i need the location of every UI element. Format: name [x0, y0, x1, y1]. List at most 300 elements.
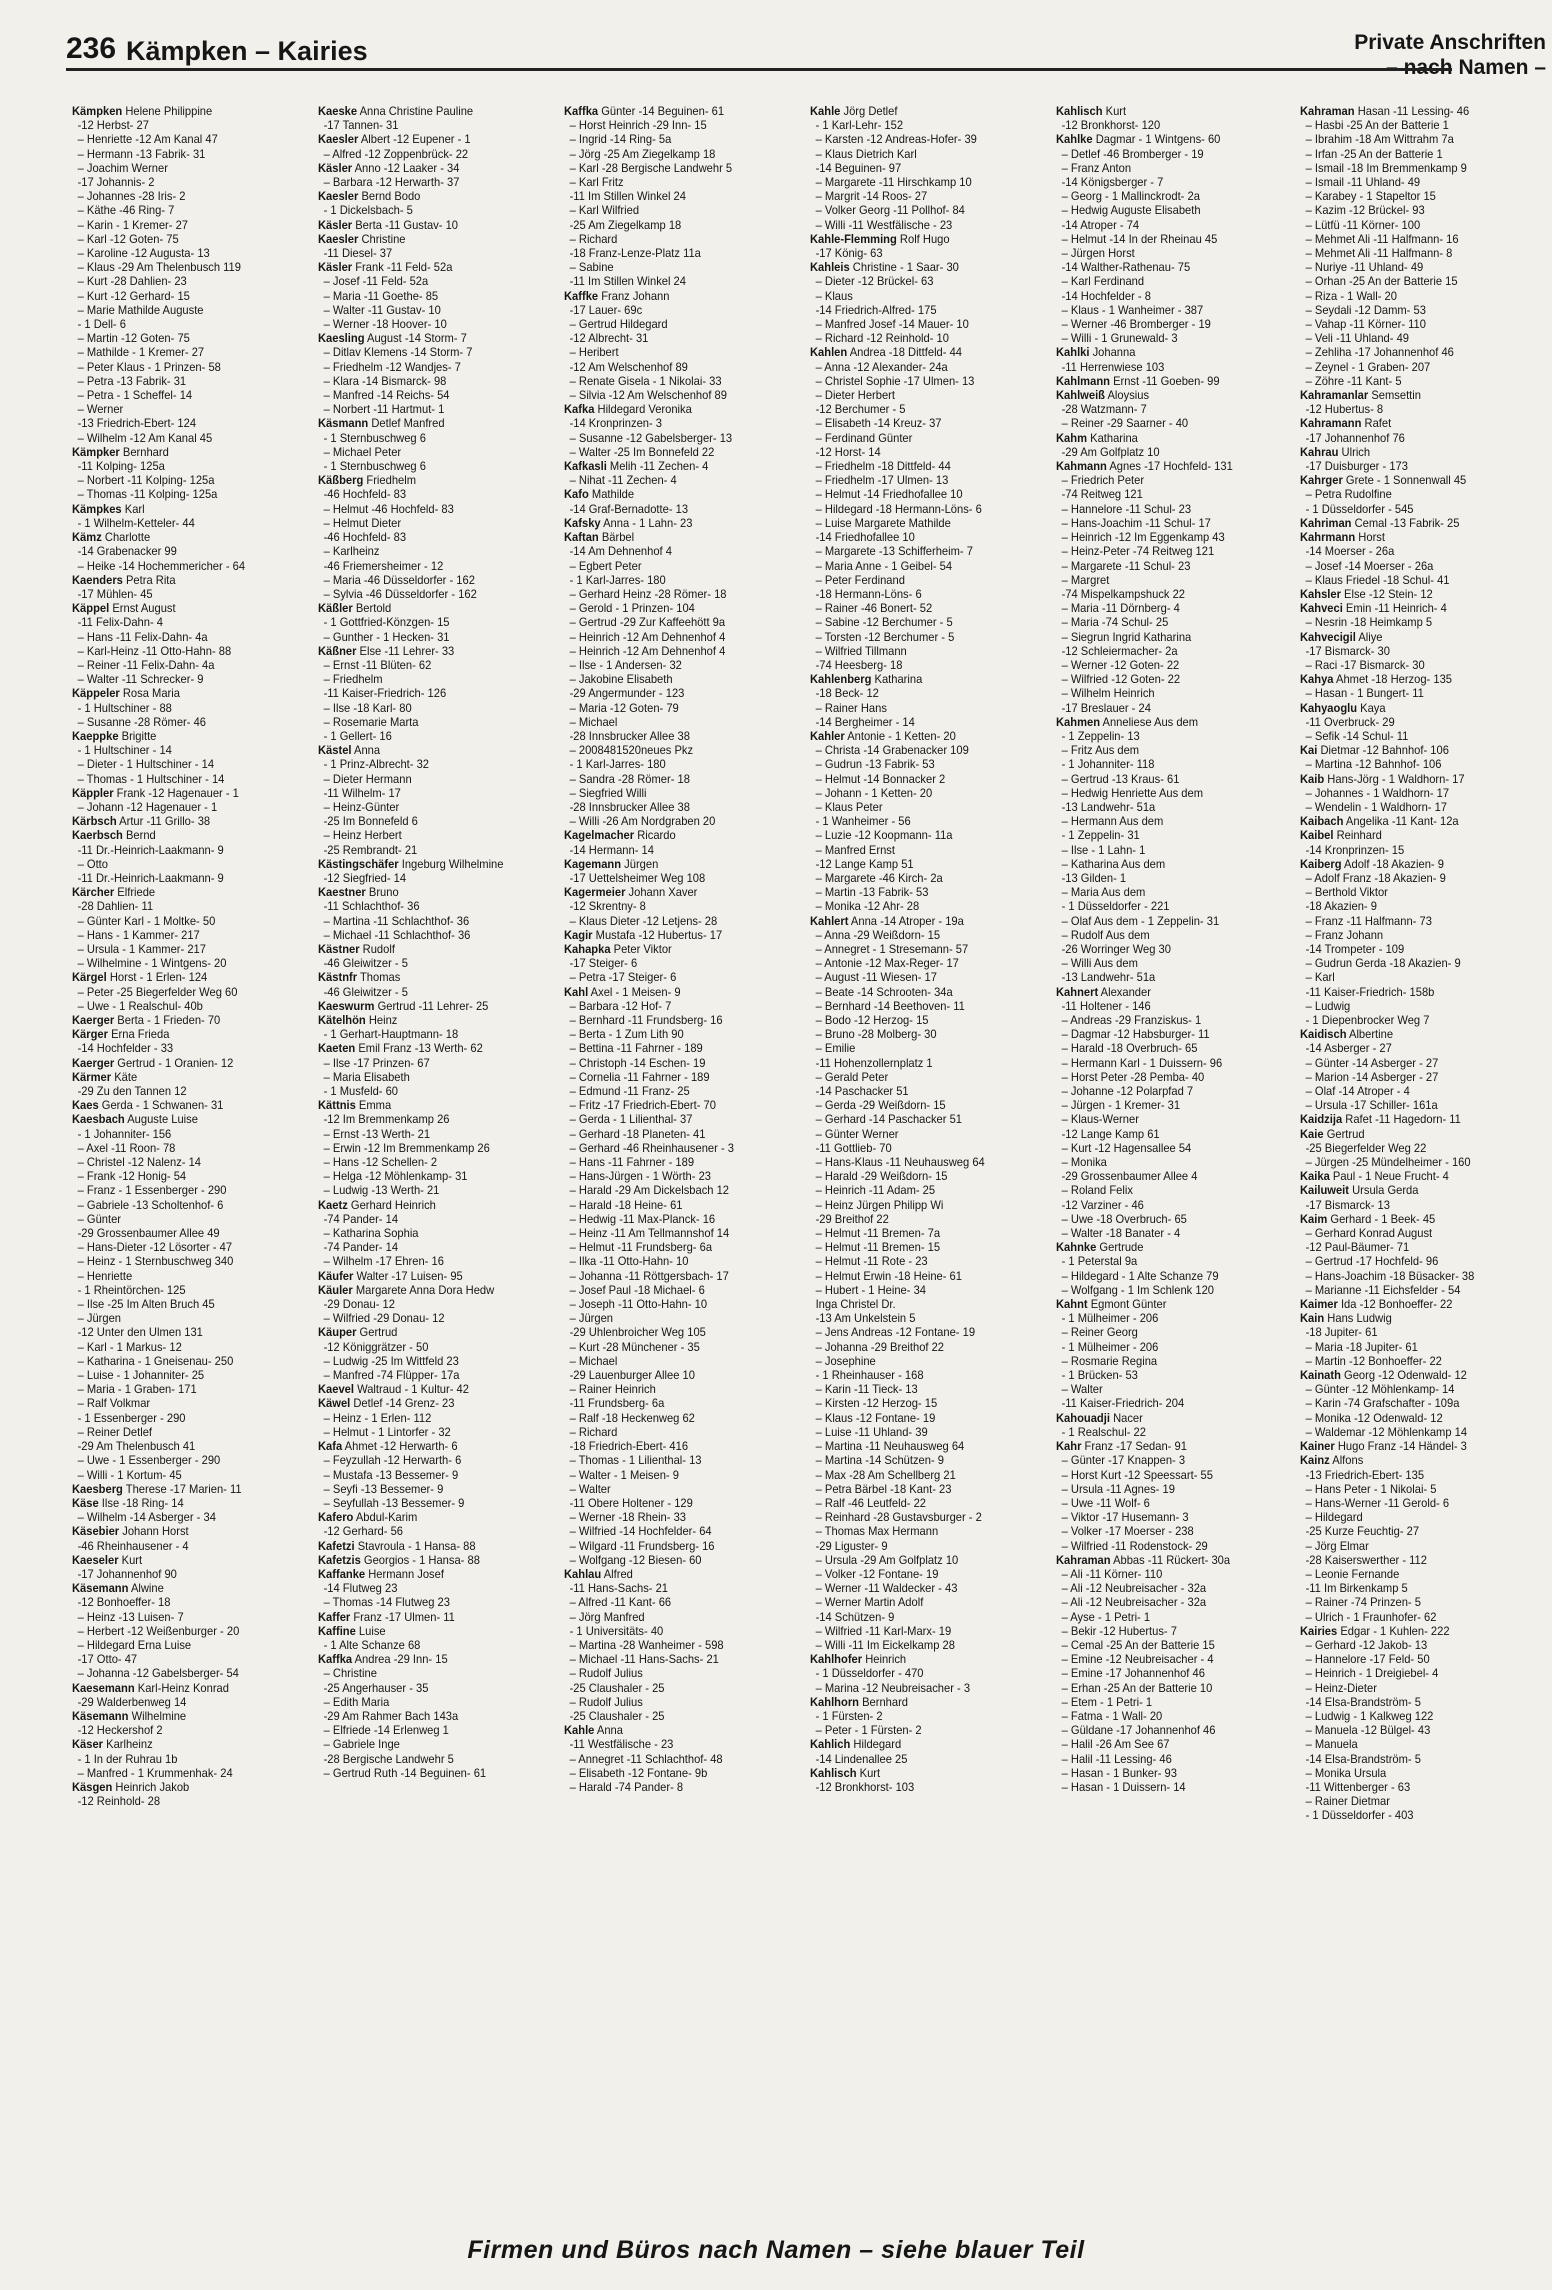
- listing-entry: [1300, 644, 1521, 658]
- entry-text: – Edith Maria: [323, 1694, 390, 1709]
- listing-entry: [72, 715, 293, 729]
- entry-text: Semsettin: [1371, 388, 1421, 403]
- listing-entry: [1300, 1325, 1521, 1339]
- entry-text: Anna: [596, 1723, 623, 1738]
- entry-text: Bernhard: [122, 444, 169, 459]
- entry-text: – Wilhelm -12 Am Kanal 45: [77, 430, 213, 445]
- listing-entry: [564, 630, 785, 644]
- listing-entry: [810, 1013, 1031, 1027]
- entry-text: -18 Hermann-Löns- 6: [815, 586, 922, 601]
- entry-text: -14 Grabenacker 99: [77, 544, 177, 559]
- listing-entry: [564, 729, 785, 743]
- entry-text: -12 Siegfried- 14: [323, 870, 407, 885]
- entry-text: -12 Horst- 14: [815, 444, 881, 459]
- entry-text: – Jürgen - 1 Kremer- 31: [1061, 1098, 1181, 1113]
- entry-text: – Wilfried -29 Donau- 12: [323, 1311, 445, 1326]
- listing-entry: [1300, 431, 1521, 445]
- listing-entry: [1056, 1297, 1277, 1311]
- listing-entry: [564, 1127, 785, 1141]
- listing-entry: [318, 1539, 539, 1553]
- entry-text: - 1 Düsseldorfer - 221: [1061, 899, 1170, 914]
- entry-text: – Fritz Aus dem: [1061, 743, 1140, 758]
- surname: Kaesler: [318, 132, 359, 147]
- listing-entry: [1056, 1723, 1277, 1737]
- listing-entry: [72, 1695, 293, 1709]
- listing-entry: [72, 516, 293, 530]
- entry-text: – Ali -12 Neubreisacher - 32a: [1061, 1595, 1207, 1610]
- entry-text: – Monika: [1061, 1155, 1107, 1170]
- listing-entry: [72, 246, 293, 260]
- entry-text: – Gerald Peter: [815, 1069, 889, 1084]
- entry-text: – Jürgen: [569, 1311, 614, 1326]
- entry-text: Thomas: [359, 970, 401, 985]
- listing-entry: [564, 885, 785, 899]
- entry-text: – Friedrich Peter: [1061, 473, 1145, 488]
- listing-entry: [810, 686, 1031, 700]
- entry-text: -12 Herbst- 27: [77, 118, 149, 133]
- entry-text: – Heinz-Günter: [323, 799, 400, 814]
- listing-entry: [72, 985, 293, 999]
- entry-text: – Ernst -11 Blüten- 62: [323, 657, 432, 672]
- listing-entry: [1300, 914, 1521, 928]
- listing-entry: [1300, 473, 1521, 487]
- listing-entry: [72, 1226, 293, 1240]
- listing-entry: [72, 1183, 293, 1197]
- surname: Kahnt: [1056, 1297, 1088, 1312]
- surname: Kaibel: [1300, 828, 1334, 843]
- listing-entry: [1056, 473, 1277, 487]
- listing-entry: [1056, 786, 1277, 800]
- listing-entry: [318, 1112, 539, 1126]
- entry-text: Gerhard - 1 Beek- 45: [1330, 1211, 1436, 1226]
- listing-entry: [1300, 1496, 1521, 1510]
- entry-text: – Gerhard Heinz -28 Römer- 18: [569, 586, 727, 601]
- listing-entry: [318, 1425, 539, 1439]
- listing-entry: [564, 1553, 785, 1567]
- listing-entry: [564, 1098, 785, 1112]
- listing-entry: [810, 1155, 1031, 1169]
- listing-entry: [318, 786, 539, 800]
- entry-text: – Jörg -25 Am Ziegelkamp 18: [569, 146, 716, 161]
- entry-text: – Thomas Max Hermann: [815, 1524, 939, 1539]
- entry-text: -12 Königgrätzer - 50: [323, 1339, 429, 1354]
- entry-text: -11 Gottlieb- 70: [815, 1140, 892, 1155]
- surname: Kaffka: [318, 1652, 353, 1667]
- entry-text: – Cemal -25 An der Batterie 15: [1061, 1637, 1215, 1652]
- entry-text: – Heinz - 1 Erlen- 112: [323, 1410, 432, 1425]
- entry-text: – Willi - 1 Grunewald- 3: [1061, 331, 1178, 346]
- surname: Kainer: [1300, 1439, 1335, 1454]
- surname: Kärmer: [72, 1069, 112, 1084]
- listing-entry: [318, 1354, 539, 1368]
- listing-entry: [1300, 218, 1521, 232]
- entry-text: -11 Felix-Dahn- 4: [77, 615, 163, 630]
- entry-text: – Gabriele -13 Scholtenhof- 6: [77, 1197, 224, 1212]
- listing-entry: [810, 1084, 1031, 1098]
- entry-text: -11 Kaiser-Friedrich- 204: [1061, 1396, 1185, 1411]
- listing-entry: [72, 374, 293, 388]
- listing-entry: [810, 715, 1031, 729]
- listing-entry: [564, 1752, 785, 1766]
- surname: Kaeseler: [72, 1552, 119, 1567]
- entry-text: Hugo Franz -14 Händel- 3: [1337, 1439, 1467, 1454]
- listing-entry: [810, 331, 1031, 345]
- surname: Kahraman: [1300, 104, 1355, 118]
- entry-text: – Jens Andreas -12 Fontane- 19: [815, 1325, 976, 1340]
- listing-column-3: [564, 104, 785, 2216]
- entry-text: Johanna: [1092, 345, 1136, 360]
- listing-entry: [318, 1553, 539, 1567]
- listing-entry: [72, 1439, 293, 1453]
- entry-text: – Reiner Detlef: [77, 1424, 153, 1439]
- listing-entry: [1300, 544, 1521, 558]
- entry-text: – Kurt -12 Hagensallee 54: [1061, 1140, 1192, 1155]
- listing-entry: [72, 1411, 293, 1425]
- entry-text: -12 Bronkhorst- 120: [1061, 118, 1161, 133]
- listing-entry: [1300, 899, 1521, 913]
- surname: Kaffanke: [318, 1566, 366, 1581]
- surname: Kafsky: [564, 515, 601, 530]
- surname: Kaika: [1300, 1169, 1330, 1184]
- listing-entry: [1300, 956, 1521, 970]
- listing-entry: [318, 814, 539, 828]
- listing-entry: [564, 360, 785, 374]
- listing-entry: [564, 1425, 785, 1439]
- listing-entry: [564, 317, 785, 331]
- listing-entry: [1056, 1595, 1277, 1609]
- surname: Kaftan: [564, 530, 599, 545]
- entry-text: -17 Bismarck- 30: [1305, 643, 1390, 658]
- entry-text: Agnes -17 Hochfeld- 131: [1109, 459, 1233, 474]
- entry-text: -12 Skrentny- 8: [569, 899, 646, 914]
- entry-text: Brigitte: [121, 728, 157, 743]
- entry-text: Berta - 1 Frieden- 70: [117, 1013, 221, 1027]
- listing-entry: [1300, 118, 1521, 132]
- entry-text: – Johann -12 Hagenauer - 1: [77, 799, 218, 814]
- entry-text: Inga Christel Dr.: [815, 1297, 896, 1312]
- listing-entry: [318, 1638, 539, 1652]
- entry-text: Hans-Jörg - 1 Waldhorn- 17: [1327, 771, 1465, 786]
- listing-entry: [1056, 544, 1277, 558]
- listing-entry: [72, 672, 293, 686]
- entry-text: – Reiner -29 Saarner - 40: [1061, 416, 1189, 431]
- entry-text: – Karabey - 1 Stapeltor 15: [1305, 189, 1436, 204]
- listing-entry: [810, 1070, 1031, 1084]
- entry-text: – Karsten -12 Andreas-Hofer- 39: [815, 132, 977, 147]
- entry-text: – Johann - 1 Ketten- 20: [815, 785, 933, 800]
- listing-entry: [1056, 161, 1277, 175]
- listing-entry: [1056, 1439, 1277, 1453]
- listing-entry: [318, 544, 539, 558]
- listing-entry: [318, 1468, 539, 1482]
- surname: Kahrau: [1300, 444, 1339, 459]
- entry-text: – Uwe -11 Wolf- 6: [1061, 1495, 1150, 1510]
- entry-text: – Johannes -28 Iris- 2: [77, 189, 186, 204]
- surname: Käsebier: [72, 1524, 120, 1539]
- listing-entry: [318, 757, 539, 771]
- listing-entry: [1056, 345, 1277, 359]
- listing-entry: [318, 1624, 539, 1638]
- listing-entry: [1300, 1240, 1521, 1254]
- entry-text: – Horst Heinrich -29 Inn- 15: [569, 118, 707, 133]
- listing-entry: [72, 1425, 293, 1439]
- entry-text: – Gerhard -12 Jakob- 13: [1305, 1637, 1428, 1652]
- entry-text: Peter Viktor: [613, 941, 672, 956]
- listing-entry: [1300, 1226, 1521, 1240]
- listing-entry: [318, 843, 539, 857]
- listing-entry: [564, 1780, 785, 1794]
- entry-text: – Joachim Werner: [77, 160, 168, 175]
- listing-entry: [1056, 1453, 1277, 1467]
- entry-text: – Karoline -12 Augusta- 13: [77, 246, 210, 261]
- entry-text: – Josef Paul -18 Michael- 6: [569, 1282, 705, 1297]
- entry-text: – Heinrich - 1 Dreigiebel- 4: [1305, 1666, 1439, 1681]
- listing-entry: [810, 899, 1031, 913]
- entry-text: – Gudrun Gerda -18 Akazien- 9: [1305, 956, 1461, 971]
- entry-text: – Heinz Herbert: [323, 828, 402, 843]
- entry-text: – Hasbi -25 An der Batterie 1: [1305, 118, 1449, 133]
- entry-text: – Jörg Manfred: [569, 1609, 645, 1624]
- listing-entry: [1056, 1127, 1277, 1141]
- entry-text: – Vahap -11 Körner- 110: [1305, 317, 1426, 332]
- listing-entry: [318, 388, 539, 402]
- listing-entry: [1056, 757, 1277, 771]
- listing-entry: [1056, 942, 1277, 956]
- entry-text: - 1 Mülheimer - 206: [1061, 1311, 1159, 1326]
- entry-text: – Hildegard -18 Hermann-Löns- 6: [815, 501, 982, 516]
- entry-text: – Susanne -12 Gabelsberger- 13: [569, 430, 733, 445]
- listing-entry: [810, 445, 1031, 459]
- entry-text: – Susanne -28 Römer- 46: [77, 714, 206, 729]
- entry-text: – Margarete -11 Hirschkamp 10: [815, 175, 972, 190]
- surname: Käuper: [318, 1325, 357, 1340]
- surname: Kaffer: [318, 1609, 351, 1624]
- listing-entry: [810, 1766, 1031, 1780]
- listing-entry: [1056, 828, 1277, 842]
- entry-text: – Jürgen Horst: [1061, 246, 1135, 261]
- listing-entry: [72, 1652, 293, 1666]
- surname: Kahrger: [1300, 473, 1343, 488]
- entry-text: – Willi -11 Im Eickelkamp 28: [815, 1637, 955, 1652]
- surname: Kahyaoglu: [1300, 700, 1358, 715]
- entry-text: – Berta - 1 Zum Lith 90: [569, 1027, 684, 1042]
- section-label: [1354, 30, 1546, 80]
- entry-text: Albertine: [1348, 1027, 1394, 1042]
- listing-entry: [318, 885, 539, 899]
- entry-text: Elfriede: [117, 885, 156, 900]
- listing-entry: [564, 1524, 785, 1538]
- entry-text: – Viktor -17 Husemann- 3: [1061, 1510, 1189, 1525]
- listing-entry: [72, 1539, 293, 1553]
- listing-entry: [1300, 871, 1521, 885]
- listing-entry: [1300, 175, 1521, 189]
- entry-text: – Maria Anne - 1 Geibel- 54: [815, 558, 953, 573]
- entry-text: – Ditlav Klemens -14 Storm- 7: [323, 345, 473, 360]
- listing-entry: [1300, 374, 1521, 388]
- listing-entry: [810, 360, 1031, 374]
- entry-text: – Martina -12 Bahnhof- 106: [1305, 757, 1442, 772]
- listing-entry: [1300, 1112, 1521, 1126]
- entry-text: – Hannelore -17 Feld- 50: [1305, 1652, 1430, 1667]
- surname: Kafkasli: [564, 459, 607, 474]
- listing-entry: [1056, 246, 1277, 260]
- entry-text: – Karl Ferdinand: [1061, 274, 1145, 289]
- listing-entry: [1056, 104, 1277, 118]
- listing-column-6: [1300, 104, 1521, 2216]
- listing-entry: [72, 1567, 293, 1581]
- entry-text: Wilhelmine: [131, 1708, 187, 1723]
- listing-entry: [1056, 1340, 1277, 1354]
- entry-text: – Hans -12 Schellen- 2: [323, 1155, 438, 1170]
- listing-entry: [318, 530, 539, 544]
- entry-text: – Helmut -11 Rote - 23: [815, 1254, 928, 1269]
- entry-text: -14 Paschacker 51: [815, 1084, 909, 1099]
- listing-entry: [1056, 1411, 1277, 1425]
- listing-entry: [72, 431, 293, 445]
- entry-text: Alfons: [1332, 1453, 1364, 1468]
- listing-entry: [564, 1340, 785, 1354]
- listing-entry: [810, 587, 1031, 601]
- entry-text: Emin -11 Heinrich- 4: [1345, 601, 1447, 616]
- listing-entry: [1300, 1468, 1521, 1482]
- surname: Kahmann: [1056, 459, 1107, 474]
- entry-text: – Marina -12 Neubreisacher - 3: [815, 1680, 971, 1695]
- listing-entry: [318, 1567, 539, 1581]
- entry-text: – Karl Fritz: [569, 175, 624, 190]
- entry-text: – Günter -12 Möhlenkamp- 14: [1305, 1382, 1455, 1397]
- listing-entry: [810, 928, 1031, 942]
- entry-text: Anna -14 Atroper - 19a: [850, 913, 964, 928]
- listing-entry: [318, 1226, 539, 1240]
- listing-entry: [318, 985, 539, 999]
- listing-entry: [564, 1737, 785, 1751]
- listing-entry: [318, 1169, 539, 1183]
- listing-entry: [1300, 1269, 1521, 1283]
- listing-entry: [810, 1127, 1031, 1141]
- listing-entry: [1056, 843, 1277, 857]
- entry-text: Ahmet -12 Herwarth- 6: [344, 1439, 458, 1454]
- entry-text: - 1 Zeppelin- 13: [1061, 728, 1140, 743]
- entry-text: – Peter Ferdinand: [815, 572, 905, 587]
- listing-entry: [810, 1269, 1031, 1283]
- entry-text: – Helmut Dieter: [323, 515, 402, 530]
- entry-text: Nacer: [1113, 1410, 1143, 1425]
- entry-text: -11 Frundsberg- 6a: [569, 1396, 665, 1411]
- entry-text: -29 Angermunder - 123: [569, 686, 685, 701]
- listing-entry: [1300, 715, 1521, 729]
- listing-entry: [810, 1482, 1031, 1496]
- listing-entry: [318, 1496, 539, 1510]
- listing-entry: [318, 587, 539, 601]
- entry-text: Karl-Heinz Konrad: [137, 1680, 229, 1695]
- listing-entry: [810, 274, 1031, 288]
- entry-text: -46 Friemersheimer - 12: [323, 558, 444, 573]
- entry-text: – Hans-Dieter -12 Lösorter - 47: [77, 1240, 233, 1255]
- entry-text: – Andreas -29 Franziskus- 1: [1061, 1013, 1202, 1027]
- listing-entry: [318, 942, 539, 956]
- listing-entry: [564, 1681, 785, 1695]
- listing-entry: [318, 1283, 539, 1297]
- listing-entry: [1300, 1624, 1521, 1638]
- surname: Kaffke: [564, 288, 599, 303]
- entry-text: Aloysius: [1107, 388, 1150, 403]
- listing-entry: [1300, 757, 1521, 771]
- listing-entry: [318, 970, 539, 984]
- entry-text: – Ulrich - 1 Fraunhofer- 62: [1305, 1609, 1437, 1624]
- listing-entry: [318, 1666, 539, 1680]
- entry-text: – Petra -17 Steiger- 6: [569, 970, 677, 985]
- header-rule: [66, 68, 1452, 71]
- entry-text: – Maria -11 Goethe- 85: [323, 288, 439, 303]
- entry-text: – Ali -12 Neubreisacher - 32a: [1061, 1581, 1207, 1596]
- entry-text: -14 Am Dehnenhof 4: [569, 544, 672, 559]
- entry-text: – Jürgen -25 Mündelheimer - 160: [1305, 1155, 1471, 1170]
- listing-entry: [1300, 502, 1521, 516]
- listing-entry: [318, 1581, 539, 1595]
- entry-text: Edgar - 1 Kuhlen- 222: [1340, 1623, 1450, 1638]
- entry-text: – Egbert Peter: [569, 558, 642, 573]
- entry-text: Axel - 1 Meisen- 9: [590, 984, 681, 999]
- entry-text: -28 Dahlien- 11: [77, 899, 154, 914]
- entry-text: - 1 Gellert- 16: [323, 728, 392, 743]
- surname: Kahle: [564, 1723, 595, 1738]
- listing-entry: [564, 1283, 785, 1297]
- surname: Kaerbsch: [72, 828, 123, 843]
- entry-text: – Margret: [1061, 572, 1110, 587]
- listing-entry: [72, 1510, 293, 1524]
- listing-entry: [318, 956, 539, 970]
- surname: Kämpkes: [72, 501, 122, 516]
- listing-entry: [1056, 1112, 1277, 1126]
- entry-text: -14 Bergheimer - 14: [815, 714, 915, 729]
- entry-text: – Adolf Franz -18 Akazien- 9: [1305, 870, 1446, 885]
- listing-entry: [72, 587, 293, 601]
- listing-entry: [318, 1681, 539, 1695]
- entry-text: – Seyfullah -13 Bessemer- 9: [323, 1495, 465, 1510]
- listing-entry: [318, 871, 539, 885]
- entry-text: -14 Elsa-Brandström- 5: [1305, 1751, 1421, 1766]
- listing-entry: [72, 814, 293, 828]
- listing-entry: [810, 1169, 1031, 1183]
- entry-text: – Karl-Heinz -11 Otto-Hahn- 88: [77, 643, 232, 658]
- entry-text: -18 Akazien- 9: [1305, 899, 1377, 914]
- listing-entry: [72, 1624, 293, 1638]
- listing-entry: [72, 345, 293, 359]
- entry-text: Andrea -29 Inn- 15: [354, 1652, 448, 1667]
- entry-text: – Ismail -11 Uhland- 49: [1305, 175, 1421, 190]
- listing-entry: [1300, 701, 1521, 715]
- listing-entry: [1056, 672, 1277, 686]
- listing-entry: [318, 345, 539, 359]
- listing-entry: [810, 530, 1031, 544]
- listing-entry: [318, 147, 539, 161]
- entry-text: – Klaus Dieter -12 Letjens- 28: [569, 913, 718, 928]
- entry-text: Grete - 1 Sonnenwall 45: [1345, 473, 1467, 488]
- entry-text: -14 Walther-Rathenau- 75: [1061, 260, 1191, 275]
- listing-entry: [810, 203, 1031, 217]
- listing-entry: [1056, 487, 1277, 501]
- listing-entry: [810, 260, 1031, 274]
- entry-text: – Silvia -12 Am Welschenhof 89: [569, 388, 727, 403]
- entry-text: -11 Wittenberger - 63: [1305, 1779, 1411, 1794]
- entry-text: Franz -17 Sedan- 91: [1084, 1439, 1187, 1454]
- listing-entry: [810, 118, 1031, 132]
- entry-text: - 1 Wanheimer - 56: [815, 814, 911, 829]
- listing-entry: [72, 1013, 293, 1027]
- entry-text: – Ilse -18 Karl- 80: [323, 700, 412, 715]
- entry-text: – Ursula -29 Am Golfplatz 10: [815, 1552, 959, 1567]
- entry-text: – Christine: [323, 1666, 377, 1681]
